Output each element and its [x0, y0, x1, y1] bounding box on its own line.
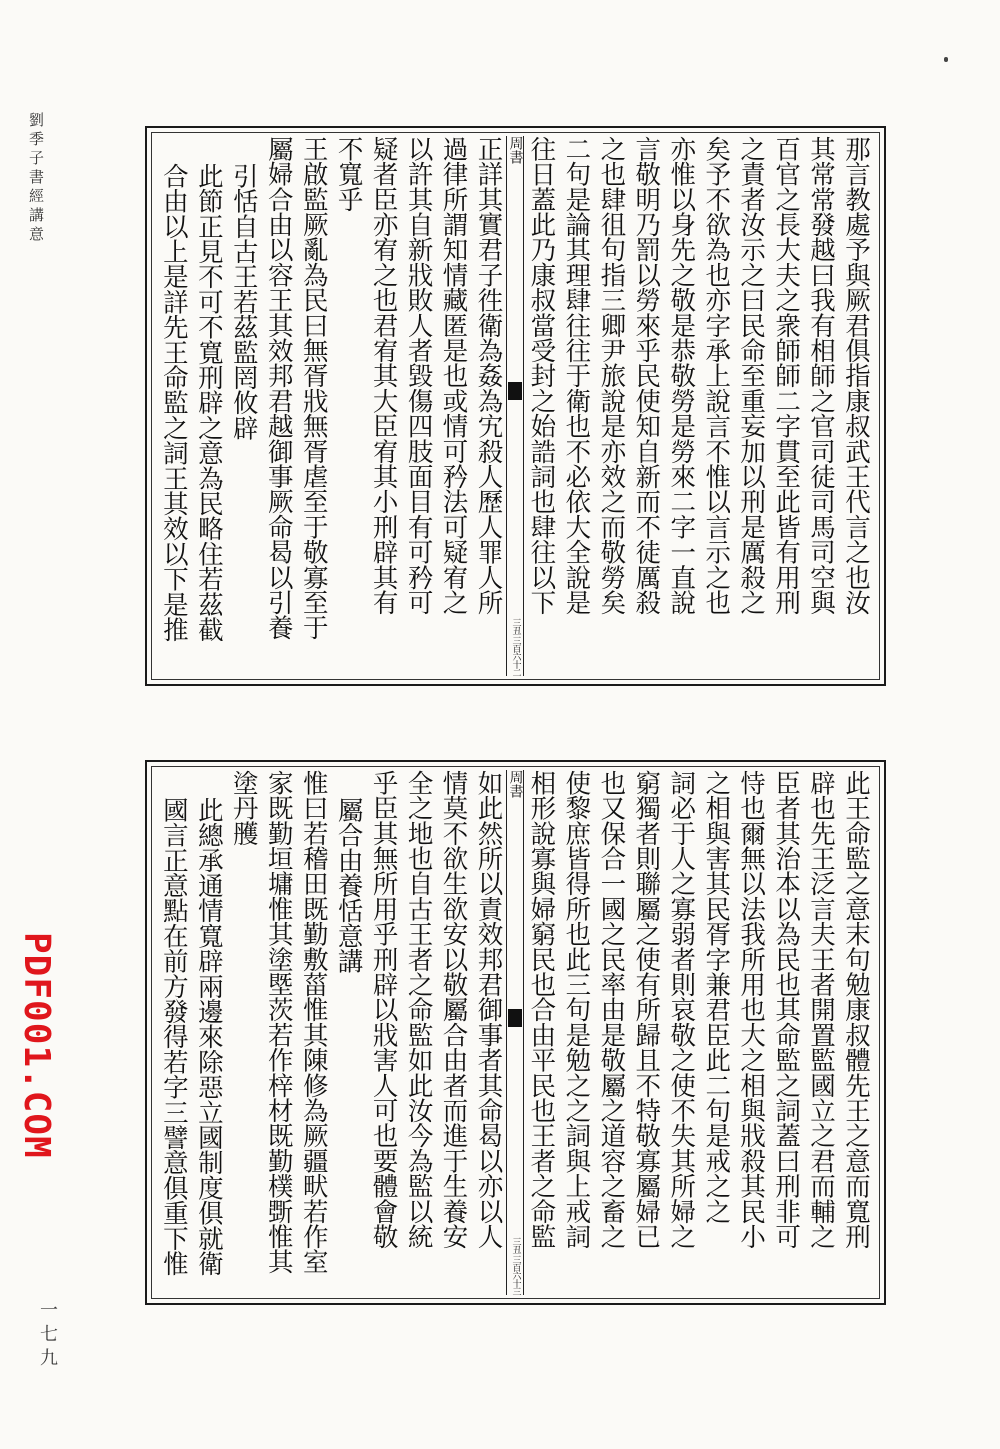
text-column: 家既勤垣墉惟其塗塈茨若作梓材既勤樸斲惟其	[263, 770, 294, 1275]
banxin-leaf-number: 三丑 三百六十三	[510, 1237, 521, 1295]
text-column: 百官之長大夫之衆師師二字貫至此皆有用刑	[771, 136, 802, 615]
text-column: 二句是論其理肆往往于衛也不必依大全說是	[561, 136, 592, 615]
center-fold-banxin	[506, 770, 524, 1295]
text-column: 此王命監之意末句勉康叔體先王之意而寬刑	[841, 770, 871, 1249]
page-number: 一七九	[37, 1300, 58, 1372]
ink-speck	[944, 57, 948, 62]
top-page-frame	[145, 126, 886, 686]
text-column: 其常常發越曰我有相師之官司徒司馬司空與	[806, 136, 837, 615]
text-column: 情莫不欲生欲安以敬屬合由者而進于生養安	[438, 770, 469, 1249]
text-column: 之相與害其民胥字兼君臣此二句是戒之之	[701, 770, 732, 1224]
text-column: 屬婦合由以容王其效邦君越御事厥命曷以引養	[263, 136, 294, 641]
text-column: 合由以上是詳先王命監之詞王其效以下是推	[158, 163, 189, 642]
text-column: 亦惟以身先之敬是恭敬勞是勞來二字一直說	[666, 136, 697, 615]
fish-tail-mark	[508, 382, 522, 400]
book-title: 劉季子書經講意	[27, 112, 45, 245]
text-column: 正詳其實君子徃衛為姦為宄殺人歷人罪人所	[473, 136, 504, 615]
text-column: 恃也爾無以法我所用也大之相與戕殺其民小	[736, 770, 767, 1249]
text-column: 王啟監厥亂為民曰無胥戕無胥虐至于敬寡至于	[298, 136, 329, 641]
text-column: 不寬乎	[333, 136, 364, 212]
text-column: 相形說寡與婦窮民也合由平民也王者之命監	[526, 770, 557, 1249]
banxin-leaf-number: 三丑 三百六十二	[510, 618, 521, 676]
text-column: 引恬自古王若茲監罔攸辟	[228, 163, 259, 441]
watermark: PDF001.COM	[16, 932, 57, 1159]
text-column: 使黎庶皆得所也此三句是勉之之詞與上戒詞	[561, 770, 592, 1249]
text-column: 之也肆徂句指三卿尹旅說是亦效之而敬勞矣	[596, 136, 627, 615]
text-column: 之責者汝示之曰民命至重妄加以刑是厲殺之	[736, 136, 767, 615]
bottom-page-frame	[145, 760, 886, 1305]
banxin-title: 周書	[507, 136, 524, 164]
center-fold-banxin	[506, 136, 524, 676]
text-column: 言敬明乃罰以勞來乎民使知自新而不徒厲殺	[631, 136, 662, 615]
text-column: 此節正見不可不寬刑辟之意為民略住若茲截	[193, 163, 224, 642]
text-column: 詞必于人之寡弱者則哀敬之使不失其所婦之	[666, 770, 697, 1249]
text-column: 那言教處予與厥君俱指康叔武王代言之也汝	[841, 136, 871, 615]
banxin-title: 周書	[507, 770, 524, 798]
text-column: 往日蓋此乃康叔當受封之始誥詞也肆往以下	[526, 136, 557, 615]
text-column: 屬合由養恬意講	[333, 797, 364, 974]
text-column: 過律所謂知情藏匿是也或情可矜法可疑宥之	[438, 136, 469, 615]
text-column: 辟也先王泛言夫王者開置監國立之君而輔之	[806, 770, 837, 1249]
text-column: 以許其自新戕敗人者毀傷四肢面目有可矜可	[403, 136, 434, 615]
bottom-page-text	[157, 770, 874, 1295]
text-column: 乎臣其無所用乎刑辟以戕害人可也要體會敬	[368, 770, 399, 1249]
text-column: 全之地也自古王者之命監如此汝今為監以統	[403, 770, 434, 1249]
text-column: 窮獨者則聯屬之使有所歸且不特敬寡屬婦已	[631, 770, 662, 1249]
text-column: 此總承通情寬辟兩邊來除惡立國制度俱就衛	[193, 797, 224, 1276]
text-column: 臣者其治本以為民也其命監之詞蓋曰刑非可	[771, 770, 802, 1249]
text-column: 也又保合一國之民率由是敬屬之道容之畜之	[596, 770, 627, 1249]
text-column: 如此然所以責效邦君御事者其命曷以亦以人	[473, 770, 504, 1249]
text-column: 塗丹雘	[228, 770, 259, 846]
text-column: 惟曰若稽田既勤敷菑惟其陳修為厥疆畎若作室	[298, 770, 329, 1275]
top-page-text	[157, 136, 874, 676]
text-column: 矣予不欲為也亦字承上說言不惟以言示之也	[701, 136, 732, 615]
fish-tail-mark	[508, 1009, 522, 1027]
text-column: 國言正意點在前方發得若字三譬意俱重下惟	[158, 797, 189, 1276]
text-column: 疑者臣亦宥之也君宥其大臣宥其小刑辟其有	[368, 136, 399, 615]
